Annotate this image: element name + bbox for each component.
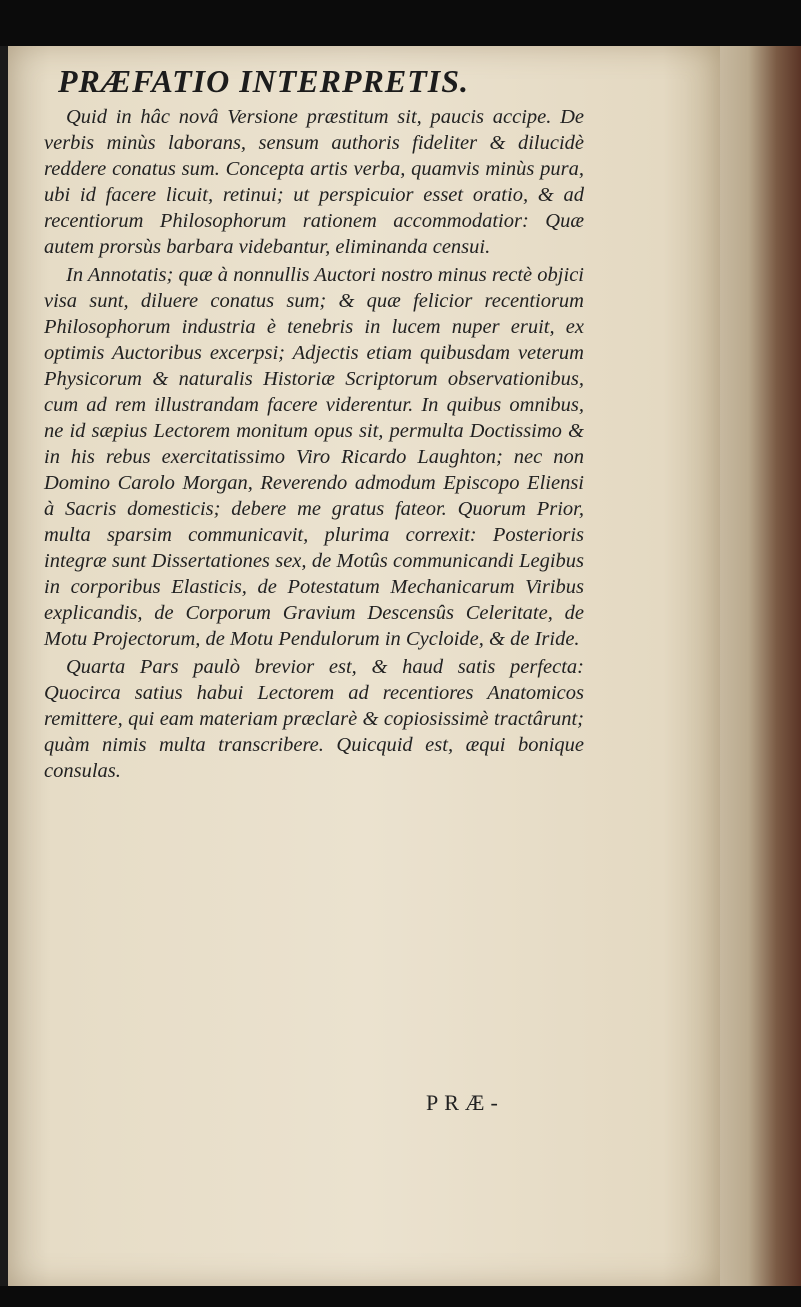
page-text-block	[44, 62, 584, 784]
catchword: PRÆ-	[426, 1090, 504, 1115]
book-fore-edge	[720, 46, 801, 1286]
paragraph-3: Quarta Pars paulò brevior est, & haud satis perfecta: Quocirca satius habui Lectorem ad recentiores Anatomicos remittere, qui eam materiam præclarè & copiosissimè tractârunt; quàm nimis multa transcribere. Quicquid est, æqui bonique consulas.	[44, 656, 584, 782]
page-title: PRÆFATIO INTERPRETIS.	[58, 63, 470, 99]
paragraph-2: In Annotatis; quæ à nonnullis Auctori nostro minus rectè objici visa sunt, diluere conatus sum; & quæ felicior recentiorum Philosophorum industria è tenebris in lucem nuper eruit, ex optimis Auctoribus excerpsi; Adjectis etiam quibusdam veterum Physicorum & naturalis Historiæ Scriptorum observationibus, cum ad rem illustrandam facere viderentur. In quibus omnibus, ne id sæpius Lectorem monitum opus sit, permulta Doctissimo & in his rebus exercitatissimo Viro Ricardo Laughton; nec non Domino Carolo Morgan, Reverendo admodum Episcopo Eliensi à Sacris domesticis; debere me gratus fateor. Quorum Prior, multa sparsim communicavit, plurima correxit: Posterioris integræ sunt Dissertationes sex, de Motûs communicandi Legibus in corporibus Elasticis, de Potestatum Mechanicarum Viribus explicandis, de Corporum Gravium Descensûs Celeritate, de Motu Projectorum, de Motu Pendulorum in Cycloide, & de Iride.	[44, 264, 584, 650]
paragraph-1: Quid in hâc novâ Versione præstitum sit, paucis accipe. De verbis minùs laborans, sensum authoris fideliter & dilucidè reddere conatus sum. Concepta artis verba, quamvis minùs pura, ubi id facere licuit, retinui; ut perspicuior esset oratio, & ad recentiorum Philosophorum rationem accommodatior: Quæ autem prorsùs barbara videbantur, eliminanda censui.	[44, 106, 584, 258]
